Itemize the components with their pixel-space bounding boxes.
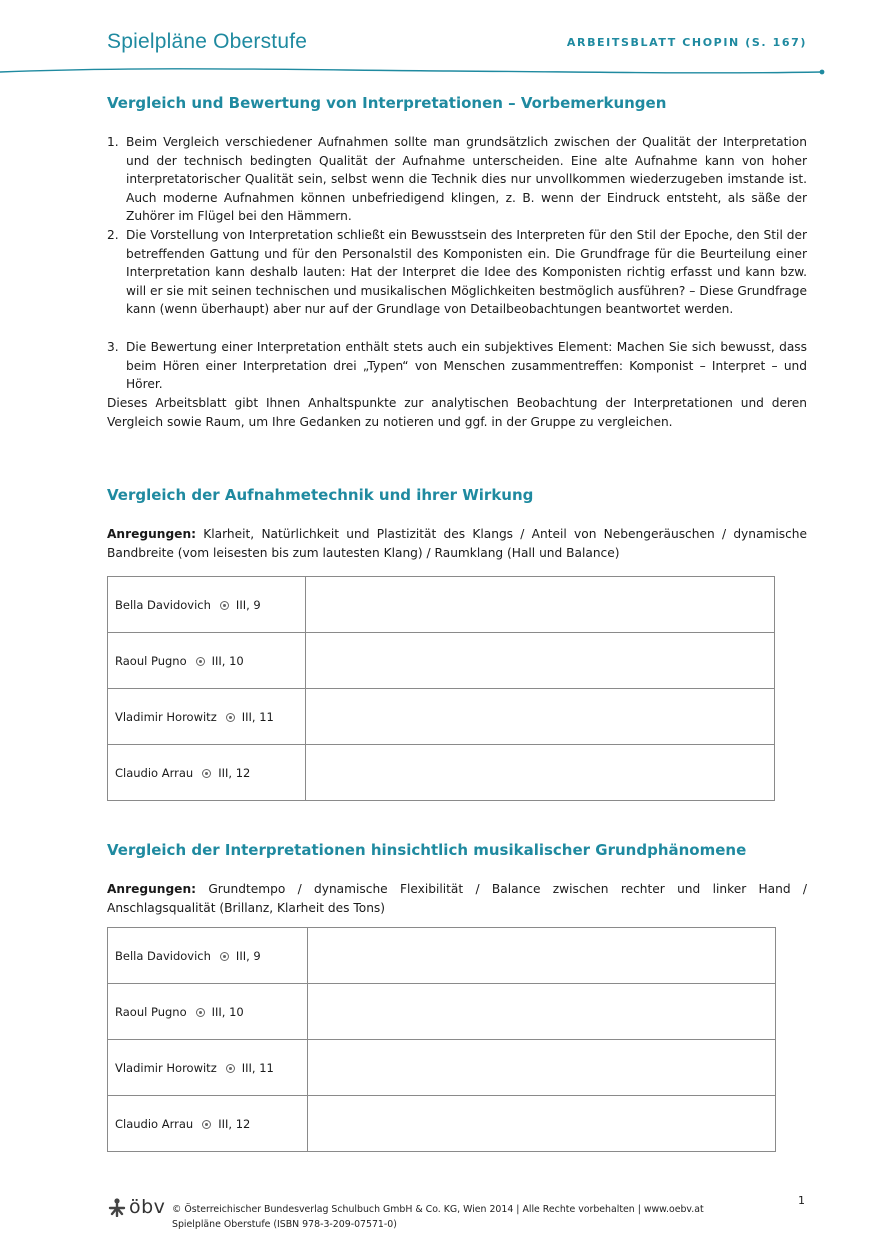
list-number: 1.: [107, 135, 119, 149]
cd-icon: [196, 657, 205, 666]
publisher-logo-icon: [107, 1197, 127, 1217]
track-number: III, 9: [235, 597, 261, 612]
table-row: [108, 928, 776, 984]
list-text: Die Bewertung einer Interpretation enthält stets auch ein subjektives Element: Machen Sie sich bewusst, dass beim Hören einer Interpretation drei „Typen“ von Menschen zusammentreffen: Komponist – Interpret – und Hörer.: [126, 340, 807, 392]
table-row: [108, 745, 775, 801]
track-number: III, 12: [218, 765, 251, 780]
section-heading-preliminary: Vergleich und Bewertung von Interpretationen – Vorbemerkungen: [107, 94, 667, 112]
cd-icon: [226, 713, 235, 722]
table-row: [108, 577, 775, 633]
notes-cell[interactable]: [306, 633, 775, 689]
track-number: III, 10: [211, 1004, 244, 1019]
cd-icon: [202, 1120, 211, 1129]
suggestions-label: Anregungen:: [107, 882, 197, 896]
notes-cell[interactable]: [308, 984, 776, 1040]
section-heading-musical-phenomena: Vergleich der Interpretationen hinsichtlich musikalischer Grundphänomene: [107, 841, 747, 859]
notes-cell[interactable]: [308, 1096, 776, 1152]
notes-cell[interactable]: [306, 577, 775, 633]
comparison-table-phenomena: [107, 927, 776, 1152]
table-row: [108, 633, 775, 689]
performer-cell: [108, 928, 308, 984]
performer-name: Claudio Arrau: [115, 1116, 194, 1131]
section-heading-recording-technique: Vergleich der Aufnahmetechnik und ihrer Wirkung: [107, 486, 534, 504]
list-text: Beim Vergleich verschiedener Aufnahmen sollte man grundsätzlich zwischen der Qualität der Interpretation und der technisch bedingten Qualität der Aufnahme unterscheiden. Eine alte Aufnahme kann von hoher interpretatorischer Qualität sein, selbst wenn die Technik dies nur unvollkommen wiederzugeben imstande ist. Auch moderne Aufnahmen können unbefriedigend klingen, z. B. wenn der Eindruck entsteht, als säße der Zuhörer im Flügel bei den Hämmern.: [126, 135, 807, 224]
track-number: III, 10: [211, 653, 244, 668]
cd-icon: [220, 601, 229, 610]
cd-icon: [220, 952, 229, 961]
page-number: 1: [798, 1194, 805, 1207]
performer-cell: [108, 1040, 308, 1096]
performer-name: Raoul Pugno: [115, 1004, 187, 1019]
list-number: 2.: [107, 228, 119, 242]
isbn-line: Spielpläne Oberstufe (ISBN 978-3-209-07571-0): [172, 1219, 397, 1230]
performer-cell: [108, 984, 308, 1040]
suggestions-text: Grundtempo / dynamische Flexibilität / Balance zwischen rechter und linker Hand / Anschlagsqualität (Brillanz, Klarheit des Tons): [107, 882, 807, 915]
performer-cell: [108, 577, 306, 633]
notes-cell[interactable]: [306, 745, 775, 801]
suggestions-text: Klarheit, Natürlichkeit und Plastizität des Klangs / Anteil von Nebengeräuschen / dynamische Bandbreite (vom leisesten bis zum lautesten Klang) / Raumklang (Hall und Balance): [107, 527, 807, 560]
performer-cell: [108, 1096, 308, 1152]
comparison-table-recording: [107, 576, 775, 801]
table-row: [108, 984, 776, 1040]
suggestions-paragraph: [107, 525, 807, 562]
track-number: III, 11: [241, 1060, 274, 1075]
track-number: III, 11: [241, 709, 274, 724]
performer-name: Claudio Arrau: [115, 765, 194, 780]
cd-icon: [226, 1064, 235, 1073]
performer-cell: [108, 633, 306, 689]
worksheet-label: ARBEITSBLATT CHOPIN (S. 167): [566, 36, 807, 49]
performer-cell: [108, 745, 306, 801]
performer-name: Raoul Pugno: [115, 653, 187, 668]
track-number: III, 12: [218, 1116, 251, 1131]
performer-name: Vladimir Horowitz: [115, 709, 217, 724]
header-rule: [0, 62, 890, 78]
notes-cell[interactable]: [308, 1040, 776, 1096]
cd-icon: [196, 1008, 205, 1017]
list-item: [107, 338, 807, 394]
notes-cell[interactable]: [306, 689, 775, 745]
performer-name: Bella Davidovich: [115, 948, 211, 963]
suggestions-label: Anregungen:: [107, 527, 197, 541]
performer-name: Vladimir Horowitz: [115, 1060, 217, 1075]
table-row: [108, 1040, 776, 1096]
header-title: Spielpläne Oberstufe: [107, 30, 308, 53]
list-number: 3.: [107, 340, 119, 354]
table-row: [108, 689, 775, 745]
publisher-logo-text: öbv: [129, 1196, 166, 1218]
cd-icon: [202, 769, 211, 778]
closing-paragraph: Dieses Arbeitsblatt gibt Ihnen Anhaltspunkte zur analytischen Beobachtung der Interpretationen und deren Vergleich sowie Raum, um Ihre Gedanken zu notieren und ggf. in der Gruppe zu vergleichen.: [107, 396, 807, 429]
table-row: [108, 1096, 776, 1152]
performer-name: Bella Davidovich: [115, 597, 211, 612]
list-text: Die Vorstellung von Interpretation schließt ein Bewusstsein des Interpreten für den Stil der Epoche, den Stil der betreffenden Gattung und für den Personalstil des Komponisten ein. Die Grundfrage für die Beurteilung einer Interpretation kann deshalb lauten: Hat der Interpret die Idee des Komponisten richtig erfasst und kann bzw. will er sie mit seinen technischen und musikalischen Möglichkeiten bestmöglich ausführen? – Diese Grundfrage kann (wenn überhaupt) aber nur auf der Grundlage von Detailbeobachtungen beantwortet werden.: [126, 228, 807, 317]
performer-cell: [108, 689, 306, 745]
copyright-line: © Österreichischer Bundesverlag Schulbuch GmbH & Co. KG, Wien 2014 | Alle Rechte vorbehalten | www.oebv.at: [172, 1204, 704, 1215]
suggestions-paragraph: [107, 880, 807, 917]
track-number: III, 9: [235, 948, 261, 963]
notes-cell[interactable]: [308, 928, 776, 984]
list-item: [107, 133, 807, 226]
list-item: [107, 226, 807, 319]
